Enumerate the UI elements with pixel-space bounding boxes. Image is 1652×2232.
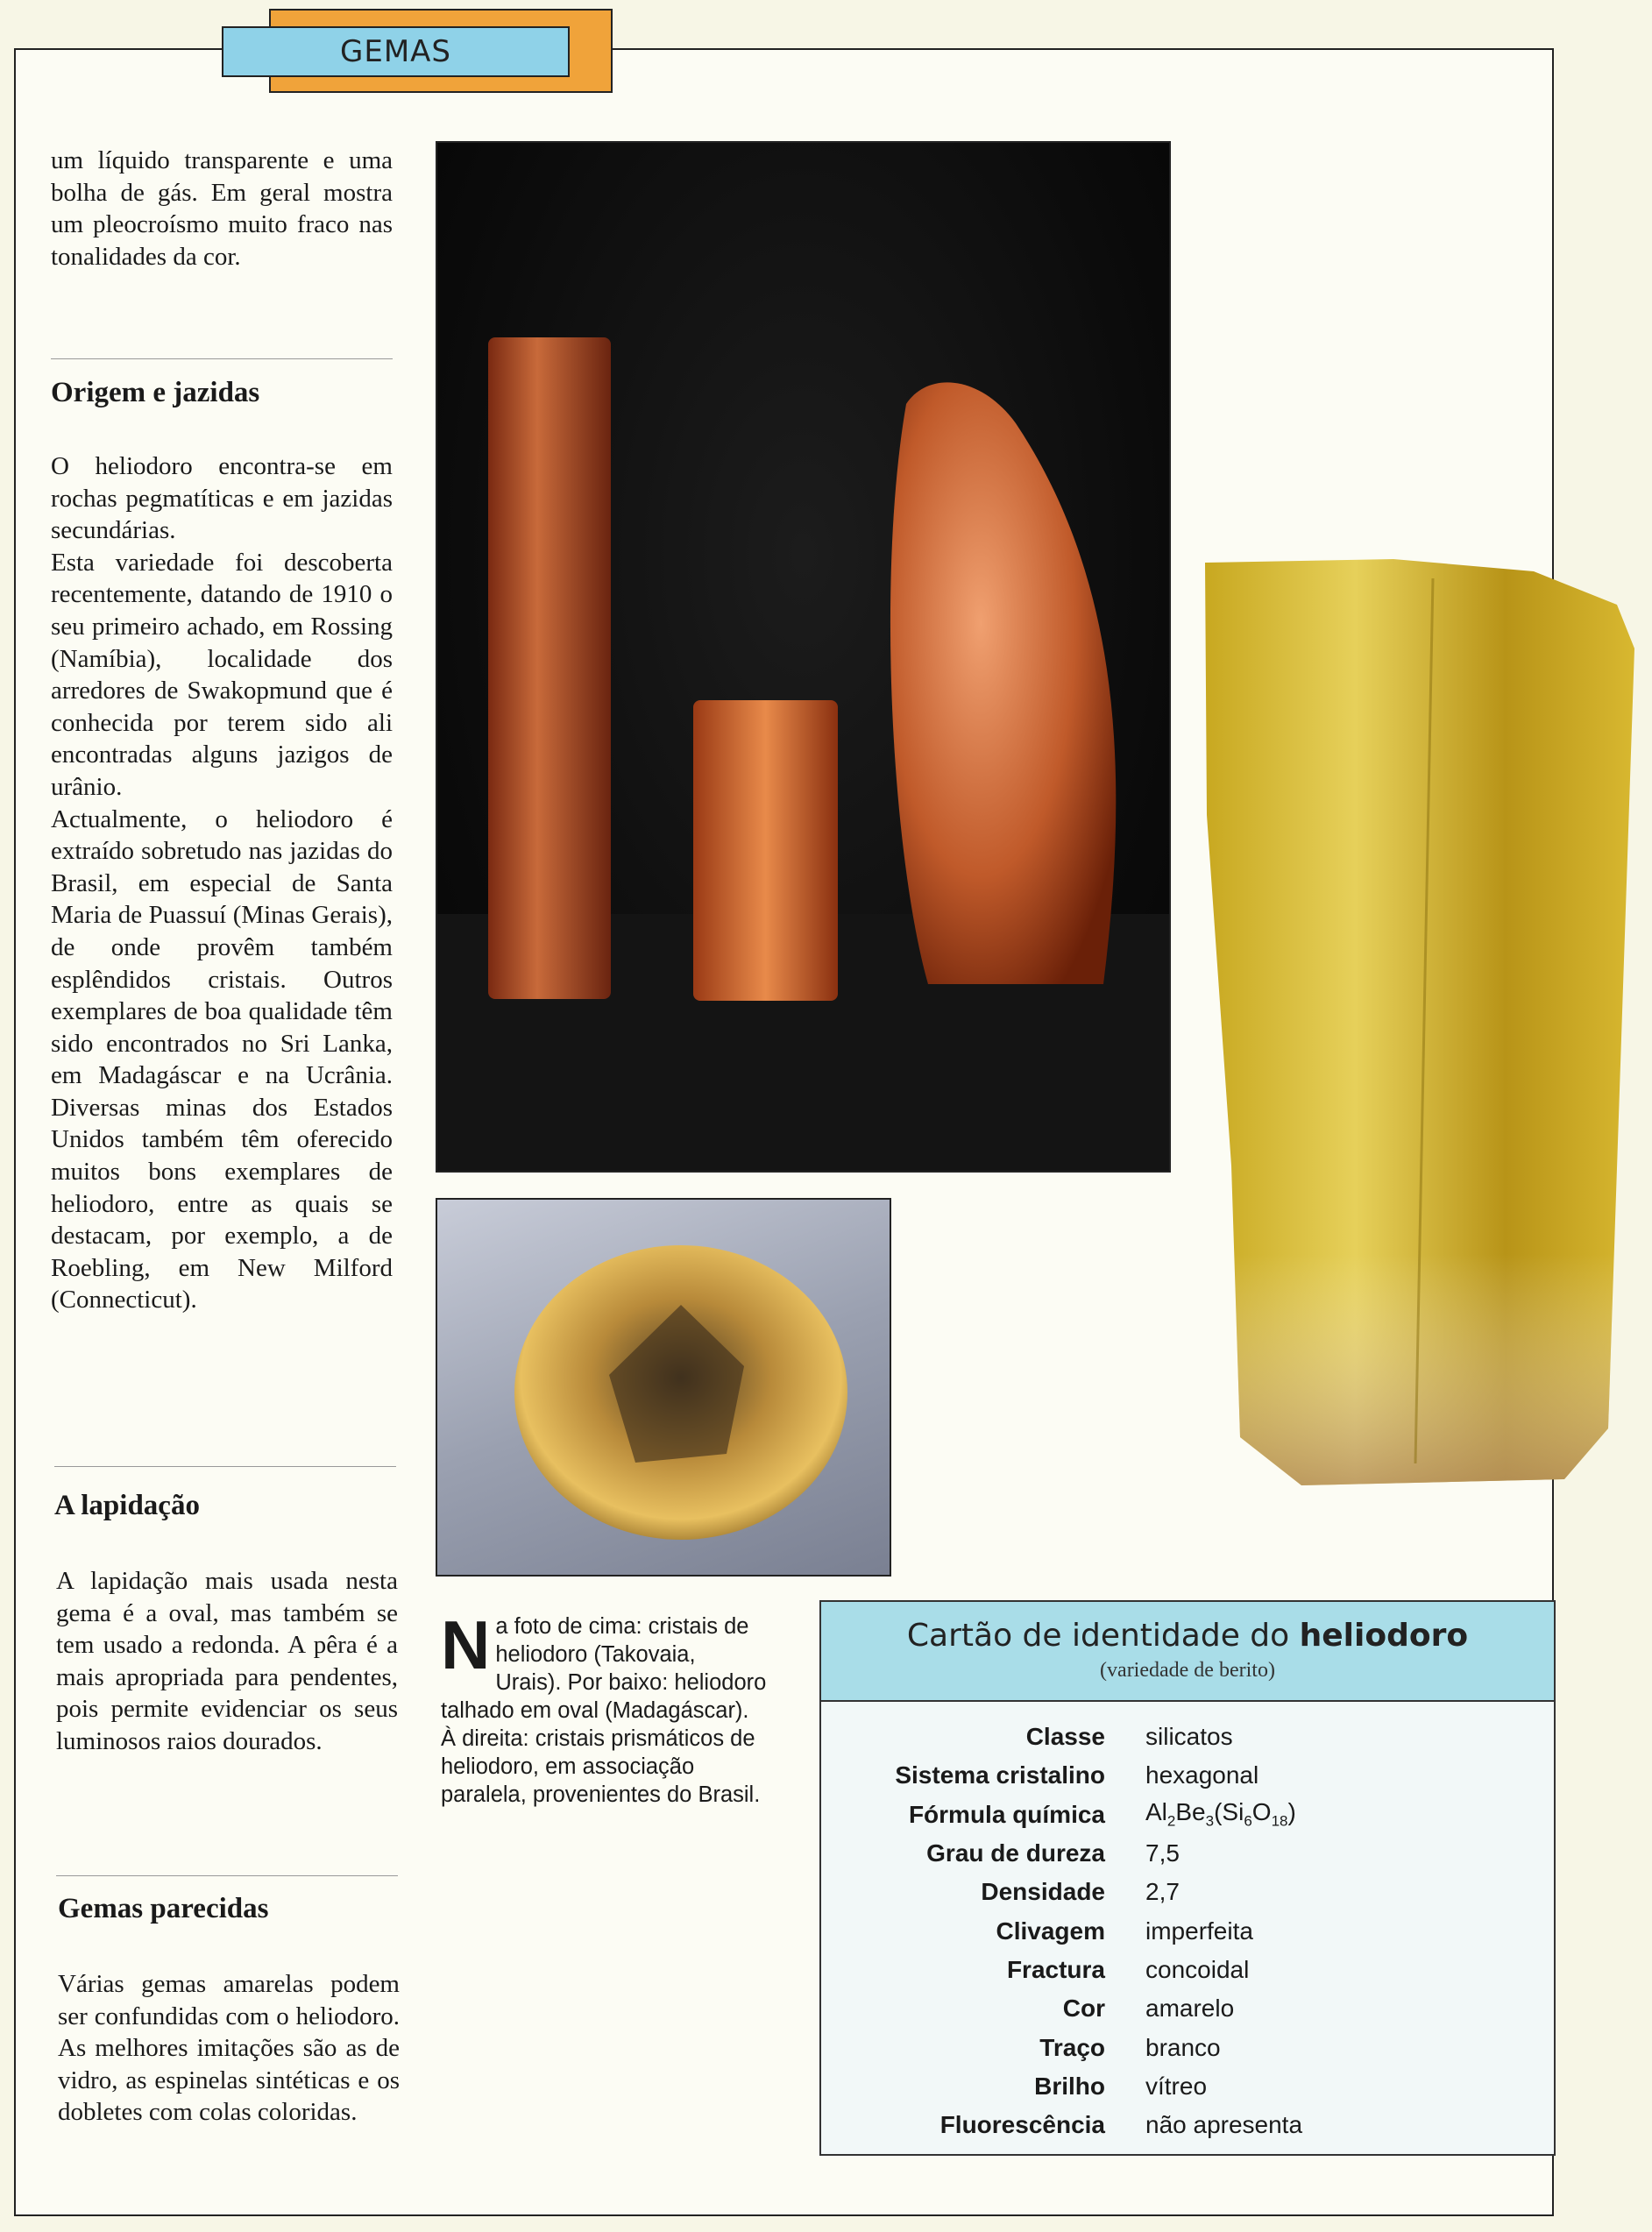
property-key: Fluorescência (939, 2111, 1105, 2139)
property-value: hexagonal (1145, 1761, 1259, 1789)
property-key: Brilho (1034, 2072, 1105, 2100)
property-value: silicatos (1145, 1723, 1233, 1751)
intro-paragraph: um líquido transparente e uma bolha de gás. Em geral mostra um pleocroísmo muito fraco nas tonalidades da cor. (51, 146, 393, 271)
crystal-tall (488, 337, 611, 999)
heading-origin: Origem e jazidas (51, 377, 260, 408)
cutting-paragraph: A lapidação mais usada nesta gema é a oval, mas também se tem usado a redonda. A pêra é a mais apropriada para pendentes, pois permite evidenciar os seus luminosos raios dourados. (56, 1567, 398, 1755)
property-key: Traço (1039, 2033, 1105, 2061)
origin-text (51, 450, 393, 1316)
property-key: Cor (1062, 1995, 1105, 2023)
photo-oval-cut-heliodor (436, 1198, 891, 1577)
photo-prismatic-crystals (1196, 552, 1643, 1490)
section-tab: GEMAS (222, 26, 570, 77)
property-value-formula: $Al_2Be_3(Si_6O_{18})$ (1145, 1798, 1296, 1831)
origin-paragraph: Esta variedade foi descoberta recentemente, datando de 1910 o seu primeiro achado, em Rossing (Namíbia), localidade dos arredores de Swakopmund que é conhecida por terem sido ali encontradas alguns jazigos de urânio. (51, 548, 393, 801)
property-row (821, 1873, 1554, 1911)
section-divider (56, 1875, 398, 1876)
property-row (821, 1834, 1554, 1873)
property-value: concoidal (1145, 1955, 1250, 1983)
identity-card-title-gem: heliodoro (1299, 1618, 1469, 1654)
property-value: vítreo (1145, 2072, 1208, 2100)
property-key: Fórmula química (908, 1800, 1105, 1828)
property-key: Densidade (981, 1878, 1105, 1906)
section-divider (54, 1466, 396, 1467)
crystal-rough (890, 382, 1116, 984)
origin-paragraph: Actualmente, o heliodoro é extraído sobretudo nas jazidas do Brasil, em especial de Santa Maria de Puassuí (Minas Gerais), de onde provêm também esplêndidos cristais. Outros exemplares de boa qualidade têm sido encontrados no Sri Lanka, em Madagáscar e na Ucrânia. Diversas minas dos Estados Unidos também têm oferecido muitos bons exemplares de heliodoro, entre as quais se destacam, por exemplo, a de Roebling, em New Milford (Connecticut). (51, 804, 393, 1314)
property-value: não apresenta (1145, 2111, 1303, 2139)
caption-text: a foto de cima: cristais de heliodoro (Takovaia, Urais). Por baixo: heliodoro talhado em oval (Madagáscar). À direita: cristais prismáticos de heliodoro, em associação paralela, provenientes do Brasil. (441, 1614, 767, 1807)
identity-card-title-prefix: Cartão de identidade do (906, 1618, 1290, 1654)
property-row (821, 2028, 1554, 2066)
heading-cutting: A lapidação (54, 1490, 200, 1521)
caption-dropcap: N (441, 1606, 491, 1683)
origin-paragraph: O heliodoro encontra-se em rochas pegmatíticas e em jazidas secundárias. (51, 452, 393, 545)
identity-card-title (821, 1602, 1554, 1654)
similar-paragraph: Várias gemas amarelas podem ser confundidas com o heliodoro. As melhores imitações são as de vidro, as espinelas sintéticas e os dobletes com colas coloridas. (58, 1970, 400, 2127)
property-row (821, 1756, 1554, 1795)
section-divider (51, 358, 393, 359)
property-value: branco (1145, 2033, 1221, 2061)
photo-heliodor-crystals (436, 141, 1171, 1173)
identity-card-header (821, 1602, 1554, 1702)
property-key: Sistema cristalino (895, 1761, 1105, 1789)
property-value: 7,5 (1145, 1839, 1180, 1867)
oval-gem-illustration (437, 1200, 890, 1575)
crystal-short (693, 700, 838, 1001)
property-row (821, 1951, 1554, 1989)
property-row (821, 2067, 1554, 2106)
property-row (821, 1796, 1554, 1834)
property-row (821, 2106, 1554, 2144)
property-key: Grau de dureza (926, 1839, 1105, 1867)
property-key: Fractura (1006, 1955, 1105, 1983)
identity-card-subtitle: (variedade de berito) (1100, 1659, 1275, 1682)
photo-caption (441, 1606, 767, 1809)
identity-card-rows (821, 1718, 1554, 2144)
identity-card (819, 1600, 1556, 2156)
property-value: 2,7 (1145, 1878, 1180, 1906)
heading-similar: Gemas parecidas (58, 1893, 269, 1924)
property-row (821, 1718, 1554, 1756)
property-row (821, 1911, 1554, 1950)
property-key: Classe (1025, 1723, 1105, 1751)
crystals-illustration (437, 143, 1169, 1171)
property-key: Clivagem (996, 1917, 1105, 1945)
property-value: amarelo (1145, 1995, 1235, 2023)
property-row (821, 1989, 1554, 2028)
prismatic-crystal-illustration (1196, 552, 1643, 1490)
property-value: imperfeita (1145, 1917, 1253, 1945)
